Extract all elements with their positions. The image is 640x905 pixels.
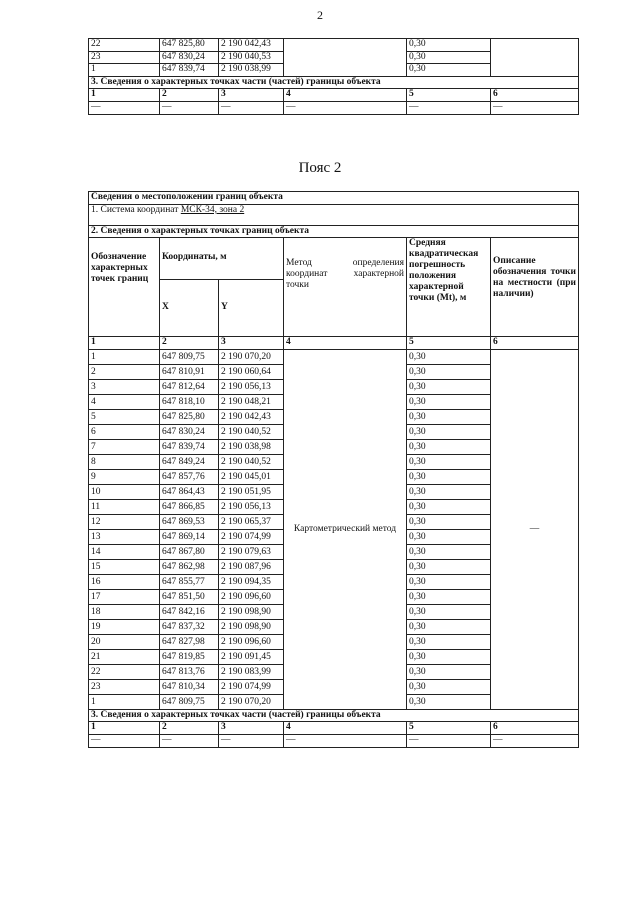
section3-title: 3. Сведения о характерных точках части (частей) границы объекта — [89, 709, 579, 722]
table-cell: 19 — [89, 619, 160, 634]
table-cell: 647 851,50 — [160, 589, 219, 604]
table-cell: 2 190 074,99 — [219, 679, 284, 694]
bottom-col-numbers — [89, 722, 579, 735]
table-cell: 4 — [89, 394, 160, 409]
table-cell: 647 866,85 — [160, 499, 219, 514]
col-number: 2 — [160, 722, 219, 735]
table-cell: 0,30 — [407, 694, 491, 709]
table-cell: 10 — [89, 484, 160, 499]
col-number: 2 — [160, 337, 219, 350]
table-cell: 2 190 056,13 — [219, 379, 284, 394]
table-cell: 0,30 — [407, 544, 491, 559]
method-cell: Картометрический метод — [284, 349, 407, 709]
col-number: 6 — [491, 337, 579, 350]
boundary-table — [88, 191, 579, 748]
continuation-table — [88, 38, 579, 115]
col-number: 1 — [89, 337, 160, 350]
col-number: 4 — [284, 337, 407, 350]
col-number: 3 — [219, 722, 284, 735]
col-number: 3 — [219, 337, 284, 350]
dash-cell: — — [491, 734, 579, 747]
coordinate-system-value: МСК-34, зона 2 — [180, 204, 245, 215]
table-cell: 2 190 074,99 — [219, 529, 284, 544]
table-cell: 647 855,77 — [160, 574, 219, 589]
table-cell: 5 — [89, 409, 160, 424]
table-cell: 0,30 — [407, 559, 491, 574]
dash-cell: — — [219, 101, 284, 114]
coordinate-system-row — [89, 204, 579, 225]
table-cell: 20 — [89, 634, 160, 649]
table-cell: 7 — [89, 439, 160, 454]
dash-cell: — — [284, 734, 407, 747]
table-cell: 0,30 — [407, 604, 491, 619]
table-cell: 2 190 096,60 — [219, 589, 284, 604]
table-cell: 6 — [89, 424, 160, 439]
col-number: 4 — [284, 722, 407, 735]
table-cell: 13 — [89, 529, 160, 544]
top-dash-row — [89, 101, 579, 114]
table-cell: 0,30 — [407, 634, 491, 649]
table-cell: 14 — [89, 544, 160, 559]
table-cell: 2 190 038,98 — [219, 439, 284, 454]
zone-title: Пояс 2 — [298, 160, 342, 176]
table-cell: 2 190 091,45 — [219, 649, 284, 664]
top-col-number: 1 — [89, 89, 160, 102]
table-cell: 2 190 045,01 — [219, 469, 284, 484]
table-cell: 2 190 065,37 — [219, 514, 284, 529]
table-cell: 1 — [89, 349, 160, 364]
table-cell: 0,30 — [407, 574, 491, 589]
col-number: 1 — [89, 722, 160, 735]
top-col-number: 4 — [284, 89, 407, 102]
table-cell: 2 190 038,99 — [219, 64, 284, 77]
table-cell: 0,30 — [407, 664, 491, 679]
table-cell: 0,30 — [407, 679, 491, 694]
table-cell: 0,30 — [407, 439, 491, 454]
table-cell: 21 — [89, 649, 160, 664]
dash-cell: — — [407, 101, 491, 114]
coordinate-system-label: 1. Система координат — [91, 204, 179, 215]
table-cell: 647 869,14 — [160, 529, 219, 544]
table-cell: 647 825,80 — [160, 39, 219, 52]
table-cell: 647 830,24 — [160, 424, 219, 439]
table-cell: 2 190 079,63 — [219, 544, 284, 559]
table-title: Сведения о местоположении границ объекта — [89, 192, 579, 205]
col-number: 5 — [407, 337, 491, 350]
point-rows — [89, 349, 579, 709]
main-col-numbers — [89, 337, 579, 350]
table-cell: 647 819,85 — [160, 649, 219, 664]
table-cell: 2 190 070,20 — [219, 694, 284, 709]
bottom-dash-row — [89, 734, 579, 747]
description-cell: — — [491, 349, 579, 709]
table-cell: 647 810,91 — [160, 364, 219, 379]
dash-cell: — — [160, 101, 219, 114]
table-cell: 0,30 — [407, 619, 491, 634]
table-cell: 2 190 098,90 — [219, 604, 284, 619]
continuation-rows — [89, 39, 579, 77]
table-cell: 2 190 040,53 — [219, 51, 284, 64]
table-cell: 0,30 — [407, 64, 491, 77]
table-cell: 17 — [89, 589, 160, 604]
table-cell: 647 810,34 — [160, 679, 219, 694]
table-cell: 647 869,53 — [160, 514, 219, 529]
top-col-number: 3 — [219, 89, 284, 102]
table-cell: 647 842,16 — [160, 604, 219, 619]
table-cell: 22 — [89, 39, 160, 52]
table-cell: 647 825,80 — [160, 409, 219, 424]
table-cell: 11 — [89, 499, 160, 514]
table-cell: 0,30 — [407, 484, 491, 499]
table-cell: 3 — [89, 379, 160, 394]
table-cell: 0,30 — [407, 514, 491, 529]
table-cell: 2 190 040,52 — [219, 424, 284, 439]
table-cell: 2 190 096,60 — [219, 634, 284, 649]
header-x: X — [160, 280, 219, 337]
table-cell: 0,30 — [407, 51, 491, 64]
table-cell: 1 — [89, 694, 160, 709]
table-row — [89, 349, 579, 364]
table-cell: 1 — [89, 64, 160, 77]
table-cell: 0,30 — [407, 649, 491, 664]
table-cell: 2 190 048,21 — [219, 394, 284, 409]
dash-cell: — — [407, 734, 491, 747]
table-cell: 2 190 070,20 — [219, 349, 284, 364]
table-cell: 12 — [89, 514, 160, 529]
table-cell: 0,30 — [407, 364, 491, 379]
table-cell: 9 — [89, 469, 160, 484]
table-cell: 647 867,80 — [160, 544, 219, 559]
table-cell: 2 190 094,35 — [219, 574, 284, 589]
table-cell: 2 190 098,90 — [219, 619, 284, 634]
top-col-numbers — [89, 89, 579, 102]
table-cell: 0,30 — [407, 469, 491, 484]
top-section3-title: 3. Сведения о характерных точках части (частей) границы объекта — [89, 76, 579, 89]
table-cell: 0,30 — [407, 499, 491, 514]
table-cell: 2 190 056,13 — [219, 499, 284, 514]
dash-cell: — — [160, 734, 219, 747]
table-cell: 8 — [89, 454, 160, 469]
table-cell: 647 827,98 — [160, 634, 219, 649]
table-cell: 2 — [89, 364, 160, 379]
page-number: 2 — [317, 8, 323, 22]
description-cell-empty — [491, 39, 579, 77]
top-col-number: 5 — [407, 89, 491, 102]
table-cell: 647 837,32 — [160, 619, 219, 634]
table-cell: 0,30 — [407, 409, 491, 424]
table-cell: 647 839,74 — [160, 64, 219, 77]
table-cell: 0,30 — [407, 379, 491, 394]
table-cell: 647 830,24 — [160, 51, 219, 64]
header-method: Метод определения координат характерной точки — [284, 238, 407, 337]
table-cell: 647 818,10 — [160, 394, 219, 409]
table-cell: 22 — [89, 664, 160, 679]
section2-title: 2. Сведения о характерных точках границ объекта — [89, 225, 579, 238]
dash-cell: — — [89, 101, 160, 114]
table-cell: 2 190 042,43 — [219, 39, 284, 52]
table-cell: 2 190 040,52 — [219, 454, 284, 469]
method-cell-empty — [284, 39, 407, 77]
table-cell: 15 — [89, 559, 160, 574]
table-cell: 16 — [89, 574, 160, 589]
table-cell: 0,30 — [407, 39, 491, 52]
table-cell: 647 813,76 — [160, 664, 219, 679]
table-cell: 2 190 060,64 — [219, 364, 284, 379]
table-cell: 2 190 083,99 — [219, 664, 284, 679]
table-cell: 2 190 042,43 — [219, 409, 284, 424]
table-cell: 647 864,43 — [160, 484, 219, 499]
col-number: 5 — [407, 722, 491, 735]
top-col-number: 6 — [491, 89, 579, 102]
table-cell: 647 857,76 — [160, 469, 219, 484]
table-cell: 647 809,75 — [160, 349, 219, 364]
table-cell: 647 862,98 — [160, 559, 219, 574]
table-cell: 0,30 — [407, 529, 491, 544]
table-cell: 2 190 051,95 — [219, 484, 284, 499]
table-cell: 23 — [89, 51, 160, 64]
table-cell: 647 809,75 — [160, 694, 219, 709]
header-designation: Обозначение характерных точек границ — [89, 238, 160, 337]
table-cell: 0,30 — [407, 349, 491, 364]
table-row — [89, 39, 579, 52]
table-cell: 647 812,64 — [160, 379, 219, 394]
col-number: 6 — [491, 722, 579, 735]
table-cell: 0,30 — [407, 589, 491, 604]
table-cell: 647 849,24 — [160, 454, 219, 469]
top-col-number: 2 — [160, 89, 219, 102]
dash-cell: — — [284, 101, 407, 114]
header-coordinates: Координаты, м — [160, 238, 284, 280]
dash-cell: — — [219, 734, 284, 747]
table-cell: 2 190 087,96 — [219, 559, 284, 574]
header-error: Средняя квадратическая погрешность положения характерной точки (Mt), м — [407, 238, 491, 337]
table-cell: 647 839,74 — [160, 439, 219, 454]
table-cell: 18 — [89, 604, 160, 619]
table-cell: 0,30 — [407, 394, 491, 409]
dash-cell: — — [89, 734, 160, 747]
table-cell: 0,30 — [407, 454, 491, 469]
table-cell: 0,30 — [407, 424, 491, 439]
table-cell: 23 — [89, 679, 160, 694]
header-y: Y — [219, 280, 284, 337]
header-description: Описание обозначения точки на местности (при наличии) — [491, 238, 579, 337]
dash-cell: — — [491, 101, 579, 114]
